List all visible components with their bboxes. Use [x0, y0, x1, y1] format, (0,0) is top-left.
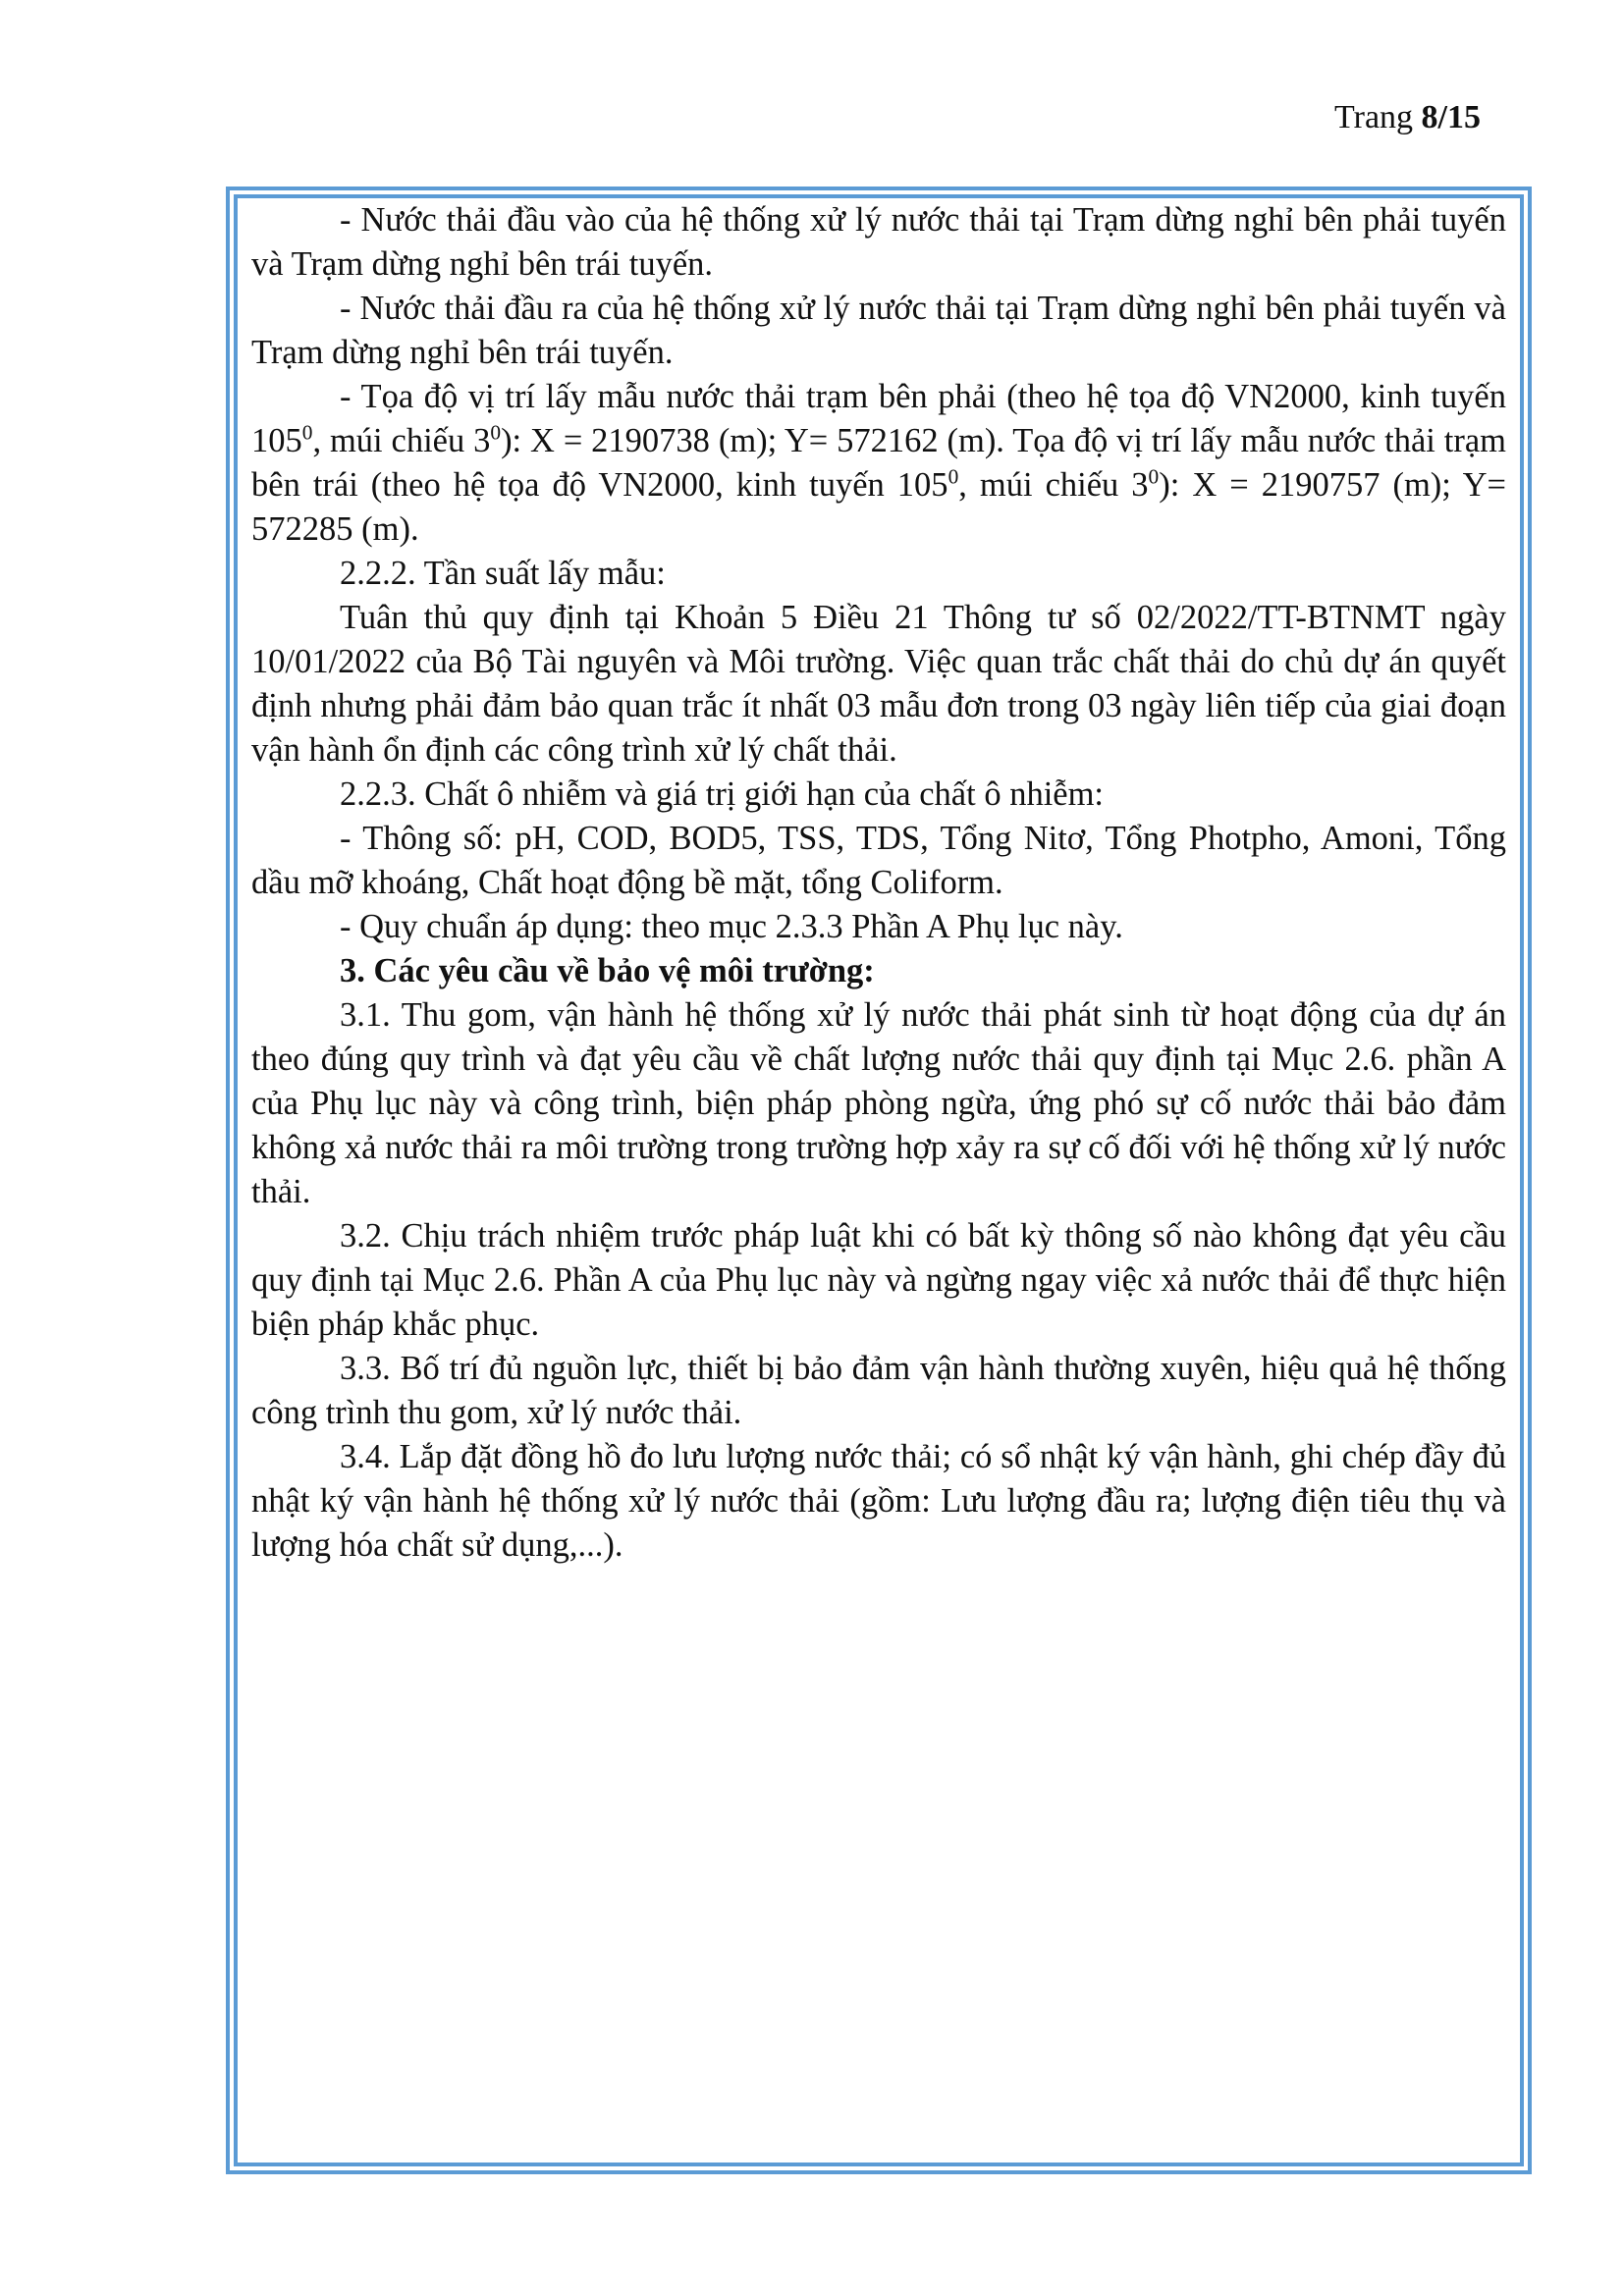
coordinates-text-c: ): X = 2190738 (m); Y= 572162 (m). Tọa độ vị trí lấy mẫu nước thải trạm bên trái (theo hệ tọa độ VN2000, kinh tuyến 105 [251, 422, 1506, 504]
paragraph-applicable-standard: - Quy chuẩn áp dụng: theo mục 2.3.3 Phần A Phụ lục này. [340, 908, 1123, 945]
heading-sampling-frequency: 2.2.2. Tần suất lấy mẫu: [340, 555, 666, 592]
page-number-prefix: Trang [1334, 99, 1422, 135]
document-body [251, 198, 1506, 1568]
paragraph-inlet-wastewater: - Nước thải đầu vào của hệ thống xử lý nước thải tại Trạm dừng nghỉ bên phải tuyến và Trạm dừng nghỉ bên trái tuyến. [251, 201, 1506, 283]
heading-pollutants: 2.2.3. Chất ô nhiễm và giá trị giới hạn của chất ô nhiễm: [340, 775, 1105, 813]
paragraph-sampling-frequency: Tuân thủ quy định tại Khoản 5 Điều 21 Thông tư số 02/2022/TT-BTNMT ngày 10/01/2022 của Bộ Tài nguyên và Môi trường. Việc quan trắc chất thải do chủ dự án quyết định nhưng phải đảm bảo quan trắc ít nhất 03 mẫu đơn trong 03 ngày liên tiếp của giai đoạn vận hành ổn định các công trình xử lý chất thải. [251, 599, 1506, 769]
page-number-value: 8/15 [1421, 99, 1481, 135]
paragraph-outlet-wastewater: - Nước thải đầu ra của hệ thống xử lý nước thải tại Trạm dừng nghỉ bên phải tuyến và Trạm dừng nghỉ bên trái tuyến. [251, 290, 1506, 371]
paragraph-parameters: - Thông số: pH, COD, BOD5, TSS, TDS, Tổng Nitơ, Tổng Photpho, Amoni, Tổng dầu mỡ khoáng, Chất hoạt động bề mặt, tổng Coliform. [251, 820, 1506, 901]
superscript-degree-2: 0 [490, 420, 502, 445]
paragraph-sampling-coordinates [251, 375, 1506, 552]
page-number [1334, 98, 1481, 137]
paragraph-requirement-3-1: 3.1. Thu gom, vận hành hệ thống xử lý nước thải phát sinh từ hoạt động của dự án theo đúng quy trình và đạt yêu cầu về chất lượng nước thải quy định tại Mục 2.6. phần A của Phụ lục này và công trình, biện pháp phòng ngừa, ứng phó sự cố nước thải bảo đảm không xả nước thải ra môi trường trong trường hợp xảy ra sự cố đối với hệ thống xử lý nước thải. [251, 996, 1506, 1210]
coordinates-text-a: - Tọa độ vị trí lấy mẫu nước thải trạm bên phải (theo hệ tọa độ VN2000, kinh tuyến 105 [251, 378, 1506, 459]
superscript-degree-4: 0 [1148, 464, 1160, 489]
coordinates-text-b: , múi chiếu 3 [312, 422, 491, 459]
paragraph-requirement-3-3: 3.3. Bố trí đủ nguồn lực, thiết bị bảo đảm vận hành thường xuyên, hiệu quả hệ thống công trình thu gom, xử lý nước thải. [251, 1350, 1506, 1431]
paragraph-requirement-3-4: 3.4. Lắp đặt đồng hồ đo lưu lượng nước thải; có sổ nhật ký vận hành, ghi chép đầy đủ nhật ký vận hành hệ thống xử lý nước thải (gồm: Lưu lượng đầu ra; lượng điện tiêu thụ và lượng hóa chất sử dụng,...). [251, 1438, 1506, 1564]
superscript-degree-3: 0 [947, 464, 959, 489]
heading-environmental-requirements: 3. Các yêu cầu về bảo vệ môi trường: [340, 952, 875, 989]
paragraph-requirement-3-2: 3.2. Chịu trách nhiệm trước pháp luật khi có bất kỳ thông số nào không đạt yêu cầu quy định tại Mục 2.6. Phần A của Phụ lục này và ngừng ngay việc xả nước thải để thực hiện biện pháp khắc phục. [251, 1217, 1506, 1343]
superscript-degree-1: 0 [301, 420, 313, 445]
document-frame [226, 187, 1532, 2174]
coordinates-text-d: , múi chiếu 3 [958, 466, 1149, 504]
coordinates-text-e: ): X = 2190757 (m); Y= 572285 (m). [251, 466, 1506, 548]
